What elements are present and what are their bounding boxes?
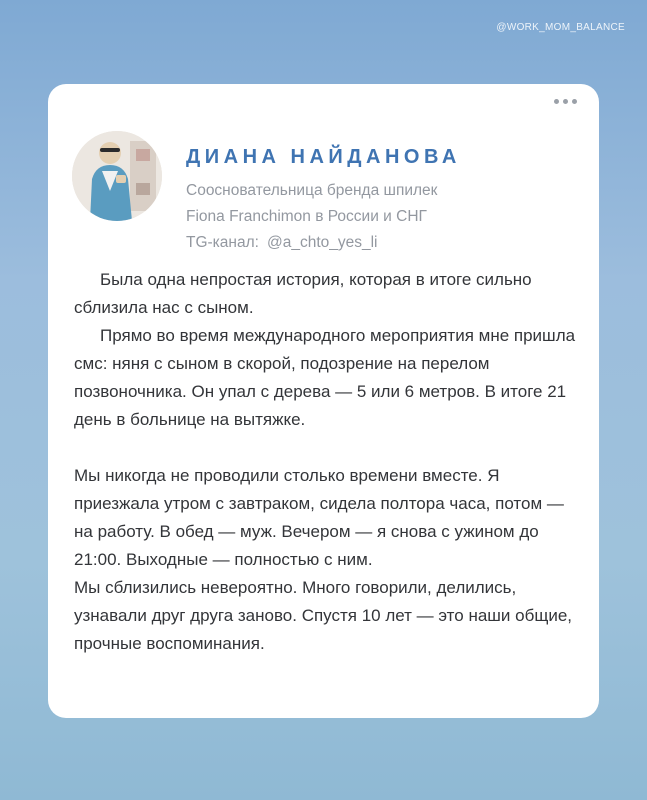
paragraph-4: Мы сблизились невероятно. Много говорили, делились, узнавали друг друга заново. Спустя 10 лет — это наши общие, прочные воспоминания.: [74, 578, 573, 653]
paragraph-3: Мы никогда не проводили столько времени вместе. Я приезжала утром с завтраком, сидела полтора часа, потом — на работу. В обед — муж. Вечером — я снова с ужином до 21:00. Выходные — полностью с ним.: [74, 466, 564, 569]
more-horizontal-icon[interactable]: [551, 96, 579, 106]
telegram-channel: [186, 230, 566, 256]
post-text: [74, 266, 579, 658]
channel-handle-link[interactable]: @a_chto_yes_li: [266, 234, 378, 251]
channel-label: TG-канал:: [186, 234, 259, 251]
paragraph-1: Была одна непростая история, которая в итоге сильно сблизила нас с сыном.: [74, 270, 532, 317]
dot: [554, 99, 559, 104]
dot: [572, 99, 577, 104]
author-role-line2: Fiona Franchimon в России и СНГ: [186, 208, 427, 225]
author-info: [186, 178, 566, 256]
avatar: [72, 131, 162, 221]
author-role-line1: Соосновательница бренда шпилек: [186, 182, 438, 199]
paragraph-spacer: [74, 434, 579, 462]
author-name: ДИАНА НАЙДАНОВА: [186, 146, 461, 168]
post-card: [48, 84, 599, 718]
instagram-handle: @WORK_MOM_BALANCE: [496, 22, 625, 33]
paragraph-2: Прямо во время международного мероприятия мне пришла смс: няня с сыном в скорой, подозрение на перелом позвоночника. Он упал с дерева — 5 или 6 метров. В итоге 21 день в больнице на вытяжке.: [74, 326, 576, 429]
dot: [563, 99, 568, 104]
avatar-photo: [72, 131, 162, 221]
